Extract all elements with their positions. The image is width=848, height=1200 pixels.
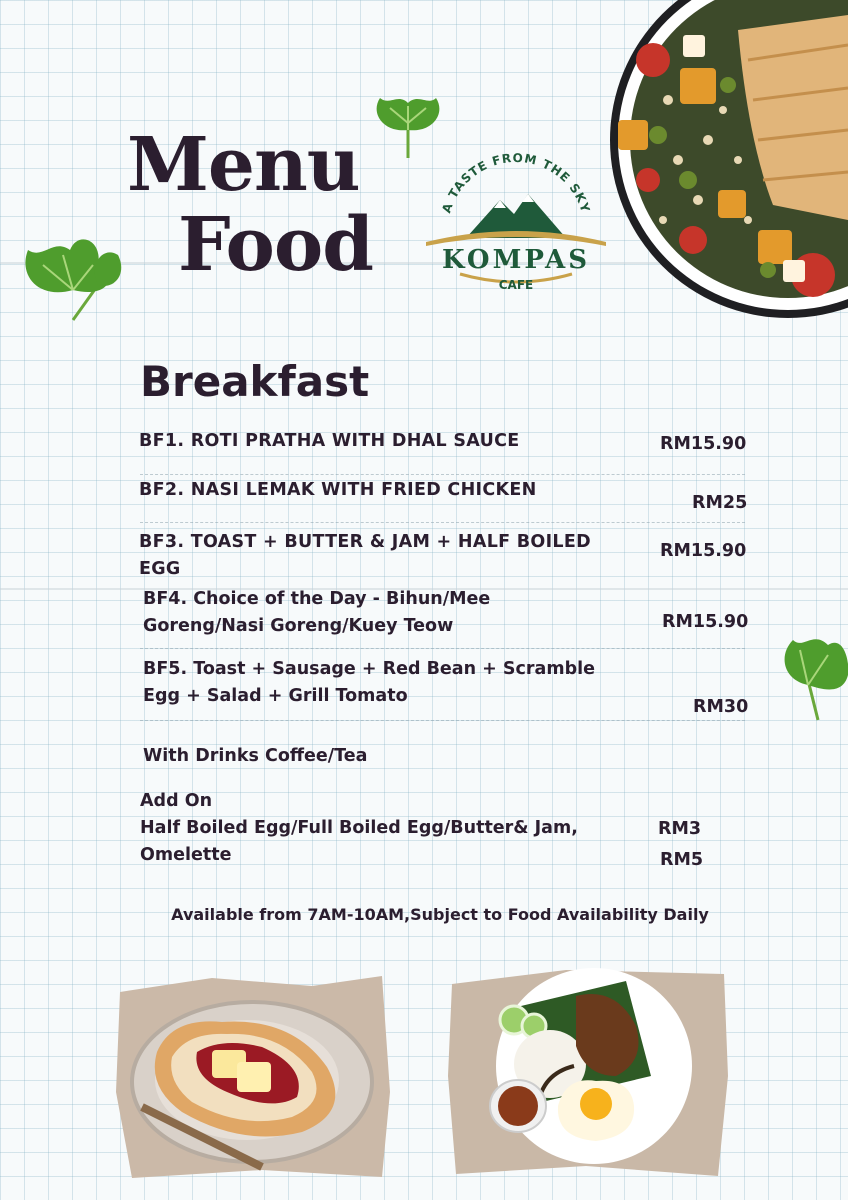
kompas-cafe-logo [420,150,612,296]
menu-item-name: BF1. ROTI PRATHA WITH DHAL SAUCE [139,431,520,451]
section-heading-breakfast: Breakfast [140,357,370,406]
parsley-leaf-icon [778,625,848,725]
addon-price-2: RM5 [660,850,704,870]
divider [140,720,745,721]
menu-item-bf2 [139,477,537,504]
parsley-leaf-icon [18,220,128,325]
logo-sub: CAFE [498,278,534,292]
divider [140,522,745,523]
menu-item-name-cont: Egg + Salad + Grill Tomato [143,686,408,706]
toast-photo [112,972,394,1182]
salad-bowl-image [598,0,848,325]
logo-arc-text: A TASTE FROM THE SKY [439,150,593,215]
menu-item-price: RM15.90 [660,541,747,561]
menu-item-price: RM25 [692,493,748,513]
addon-line2: Omelette [140,845,232,865]
addon-section [140,788,578,869]
menu-item-bf5 [143,656,595,710]
svg-text:A TASTE FROM THE SKY [439,151,592,215]
drinks-note: With Drinks Coffee/Tea [143,746,368,766]
addon-line1: Half Boiled Egg/Full Boiled Egg/Butter& Jam, [140,818,578,838]
menu-item-price: RM30 [693,697,749,717]
nasi-lemak-photo [446,966,728,1180]
menu-item-price: RM15.90 [660,434,747,454]
title-menu: Menu [127,122,360,208]
menu-item-bf4 [143,586,490,640]
menu-item-bf3 [139,529,591,583]
title-food: Food [178,202,373,288]
addon-price-1: RM3 [658,819,702,839]
menu-item-price: RM15.90 [662,612,749,632]
menu-item-name: BF3. TOAST + BUTTER & JAM + HALF BOILED [139,532,591,552]
availability-note: Available from 7AM-10AM,Subject to Food Availability Daily [171,905,709,924]
logo-brand: KOMPAS [442,245,590,275]
menu-item-bf1 [139,428,519,455]
menu-item-name: BF2. NASI LEMAK WITH FRIED CHICKEN [139,480,537,500]
addon-heading: Add On [140,791,213,811]
menu-item-name-cont: Goreng/Nasi Goreng/Kuey Teow [143,616,454,636]
divider [140,474,745,475]
divider [140,648,745,649]
menu-item-name: BF5. Toast + Sausage + Red Bean + Scramble [143,659,595,679]
menu-item-name-cont: EGG [139,559,181,579]
menu-item-name: BF4. Choice of the Day - Bihun/Mee [143,589,491,609]
